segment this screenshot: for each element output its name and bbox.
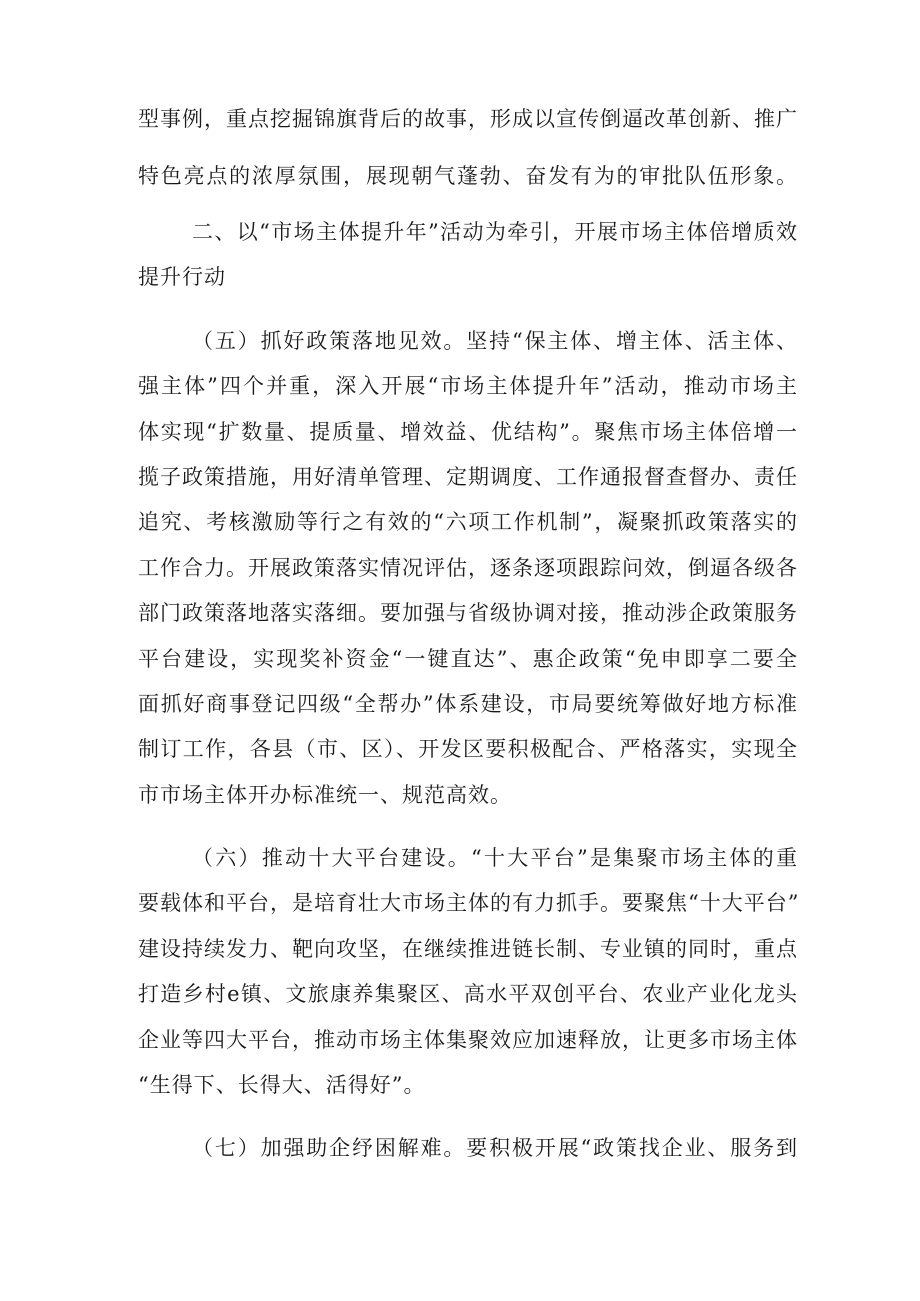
paragraph-line: 制订工作，各县（市、区）、开发区要积极配合、严格落实，实现全 bbox=[138, 737, 798, 761]
paragraph-line: （五）抓好政策落地见效。坚持“保主体、增主体、活主体、 bbox=[192, 329, 798, 353]
paragraph-line: 体实现“扩数量、提质量、增效益、优结构”。聚焦市场主体倍增一 bbox=[138, 420, 798, 444]
paragraph-line: 强主体”四个并重，深入开展“市场主体提升年”活动，推动市场主 bbox=[138, 374, 798, 398]
paragraph-line: 平台建设，实现奖补资金“一键直达”、惠企政策“免申即享二要全 bbox=[138, 647, 798, 671]
text-line: 型事例，重点挖掘锦旗背后的故事，形成以宣传倒逼改革创新、推广 bbox=[138, 107, 798, 131]
paragraph-line: 面抓好商事登记四级“全帮办”体系建设，市局要统筹做好地方标准 bbox=[138, 692, 798, 716]
paragraph-line: 市市场主体开办标准统一、规范高效。 bbox=[138, 783, 512, 807]
text-line: 特色亮点的浓厚氛围，展现朝气蓬勃、奋发有为的审批队伍形象。 bbox=[138, 164, 798, 188]
paragraph-line: （七）加强助企纾困解难。要积极开展“政策找企业、服务到 bbox=[192, 1136, 798, 1160]
section-heading-line: 提升行动 bbox=[138, 265, 226, 289]
paragraph-line: 揽子政策措施，用好清单管理、定期调度、工作通报督查督办、责任 bbox=[138, 465, 798, 489]
paragraph-line: 要载体和平台，是培育壮大市场主体的有力抓手。要聚焦“十大平台” bbox=[138, 891, 800, 915]
paragraph-line: （六）推动十大平台建设。“十大平台”是集聚市场主体的重 bbox=[192, 846, 798, 870]
paragraph-line: 建设持续发力、靶向攻坚，在继续推进链长制、专业镇的同时，重点 bbox=[138, 937, 798, 961]
paragraph-line: 打造乡村e镇、文旅康养集聚区、高水平双创平台、农业产业化龙头 bbox=[138, 982, 798, 1006]
paragraph-line: 追究、考核激励等行之有效的“六项工作机制”，凝聚抓政策落实的 bbox=[138, 510, 798, 534]
paragraph-line: 部门政策落地落实落细。要加强与省级协调对接，推动涉企政策服务 bbox=[138, 601, 798, 625]
section-heading-line: 二、以“市场主体提升年”活动为牵引，开展市场主体倍增质效 bbox=[192, 220, 798, 244]
paragraph-line: 企业等四大平台，推动市场主体集聚效应加速释放，让更多市场主体 bbox=[138, 1028, 798, 1052]
paragraph-line: “生得下、长得大、活得好”。 bbox=[138, 1073, 426, 1097]
paragraph-line: 工作合力。开展政策落实情况评估，逐条逐项跟踪问效，倒逼各级各 bbox=[138, 556, 798, 580]
